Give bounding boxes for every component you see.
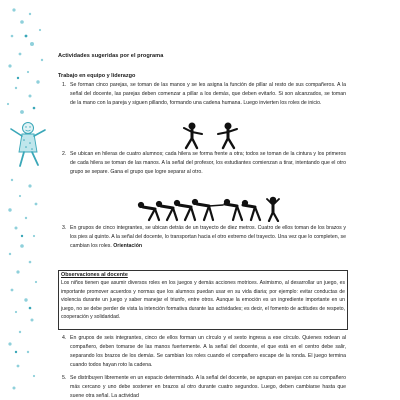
item-number: 2. (62, 151, 67, 157)
item-number: 1. (62, 82, 67, 88)
observaciones-text: Los niños tienen que asumir diversos roles en los juegos y demás acciones motrices. Asimismo, al desarrollar un juego, es importante promover acuerdos y normas que los alumnos puedan usar en su vida diaria; por ejemplo: evitar conductas de violencia durante un juego y saber manejar el triunfo, entre otros. Aunque la emoción es un ingrediente importante en un juego, no se debe perder de vista la intención formativa durante las actividades; es decir, el fomento de actitudes de respeto, cooperación y solidaridad. (61, 280, 345, 321)
item-text-body: En grupos de cinco integrantes, se ubican detrás de un trayecto de diez metros. Cuatro de ellos toman de los brazos y los pies al quinto. A la señal del docente, lo transportan hacia el otro extremo del trayecto. Una vez que lo completen, se cambian los roles. (70, 225, 346, 249)
dot-pattern-border (0, 0, 56, 400)
item-number: 4. (62, 335, 67, 341)
item-text (70, 224, 346, 251)
item-text: Se forman cinco parejas, se toman de las manos y se les asigna la función de pillar al resto de sus compañeros. A la señal del docente, las parejas deben comenzar a pillar a los demás, que deben evitarlo. Si son alcanzados, se toman de la mano con la pareja y siguen pillando, formando una cadena humana. Luego invierten los roles de inicio. (70, 82, 346, 106)
observaciones-title: Observaciones al docente (61, 272, 128, 278)
item-text: Se distribuyen libremente en un espacio determinado. A la señal del docente, se agrupan en parejas con su compañero más cercano y uno debe sostener en brazos al otro durante cuatro segundos. Luego, deben cambiarse hasta que suene otra señal. La actividad (70, 375, 346, 399)
child-figure-icon (11, 123, 45, 167)
item-number: 5. (62, 375, 67, 381)
item-text: Se ubican en hileras de cuatro alumnos; cada hilera se forma frente a otra; todos se toman de la cintura y los primeros de cada hilera se toman de las manos. A la señal del profesor, los estudiantes comienzan a tirar, intentando que el otro grupo se separe. Gana el grupo que logre separar al otro. (70, 151, 346, 175)
item-text: En grupos de seis integrantes, cinco de ellos forman un círculo y el sexto ingresa a ese círculo. Quienes rodean al compañero, deben tomarse de las manos fuertemente. A la señal del docente, el que está en el centro debe salir, separando los brazos de los demás. Se cambian los roles cuando el compañero escape de la ronda. El juego termina cuando todos hayan roto la cadena. (70, 335, 346, 368)
document-heading: Actividades sugeridas por el programa (58, 53, 164, 59)
group-chain-figure-icon (133, 196, 283, 222)
item-number: 3. (62, 225, 67, 231)
observaciones-box (58, 270, 348, 330)
section-subheading: Trabajo en equipo y liderazgo (58, 73, 136, 79)
orientation-tag: Orientación (113, 243, 143, 249)
content-area (58, 53, 348, 399)
two-people-figure-icon (176, 122, 246, 150)
